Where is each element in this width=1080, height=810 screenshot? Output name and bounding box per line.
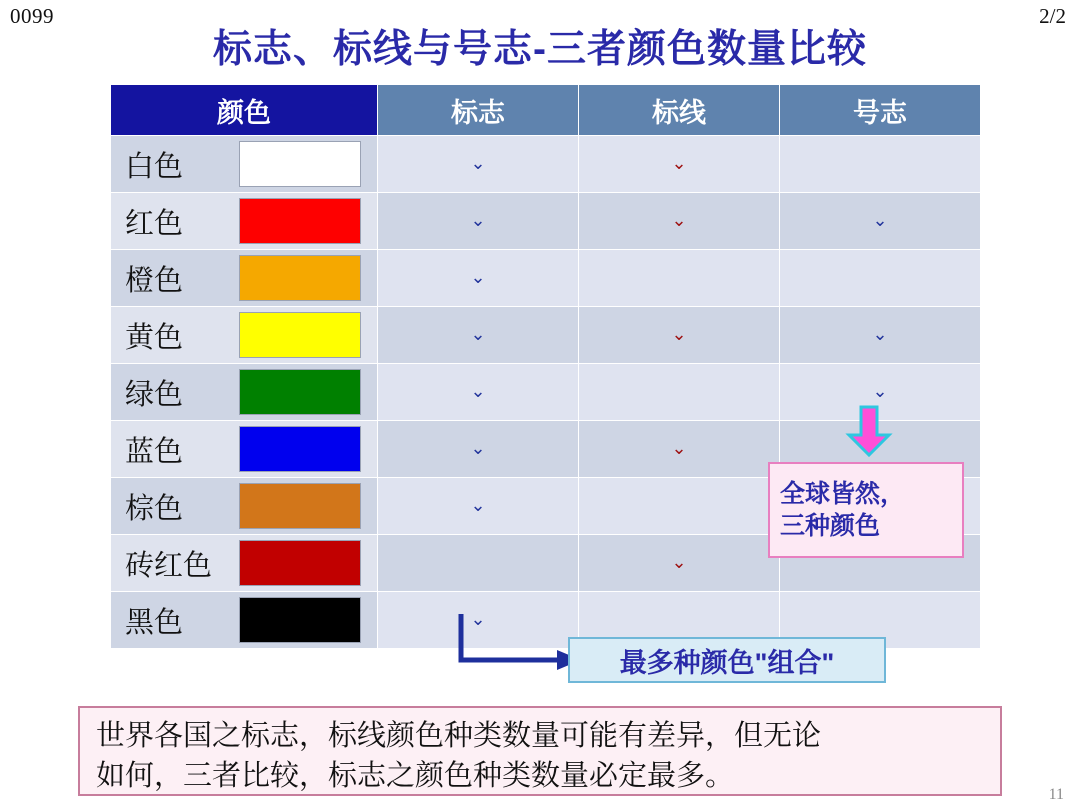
check-blue-icon: ⌄ [470, 437, 486, 459]
column-header-line: 标线 [579, 85, 780, 136]
callout-line-2: 三种颜色 [780, 512, 881, 540]
color-label: 棕色 [125, 492, 184, 525]
color-name-cell [111, 421, 378, 478]
color-label: 黄色 [125, 321, 184, 354]
mark-cell-sign [378, 421, 579, 478]
check-blue-icon: ⌄ [470, 209, 486, 231]
color-name-cell [111, 193, 378, 250]
table-row [111, 193, 981, 250]
mark-cell-line [579, 307, 780, 364]
table-body [111, 136, 981, 649]
color-swatch [239, 369, 361, 415]
mark-cell-line [579, 136, 780, 193]
bottom-note [78, 706, 1002, 796]
check-blue-icon: ⌄ [470, 266, 486, 288]
color-name-cell [111, 535, 378, 592]
slide-number: 11 [1048, 786, 1064, 803]
mark-cell-line [579, 535, 780, 592]
mark-cell-line [579, 364, 780, 421]
mark-cell-line [579, 250, 780, 307]
check-red-icon: ⌄ [671, 437, 687, 459]
color-swatch [239, 483, 361, 529]
mark-cell-sign [378, 193, 579, 250]
check-red-icon: ⌄ [671, 209, 687, 231]
mark-cell-line [579, 478, 780, 535]
check-blue-icon: ⌄ [470, 323, 486, 345]
color-swatch [239, 198, 361, 244]
mark-cell-line [579, 421, 780, 478]
color-name-cell [111, 364, 378, 421]
color-swatch [239, 426, 361, 472]
check-blue-icon: ⌄ [470, 380, 486, 402]
mark-cell-line [579, 193, 780, 250]
corner-code: 0099 [10, 4, 54, 28]
color-swatch [239, 312, 361, 358]
check-red-icon: ⌄ [671, 551, 687, 573]
color-label: 红色 [125, 207, 184, 240]
color-name-cell [111, 592, 378, 649]
color-swatch [239, 540, 361, 586]
column-header-light: 号志 [780, 85, 981, 136]
mark-cell-sign [378, 478, 579, 535]
check-red-icon: ⌄ [671, 152, 687, 174]
combo-label: 最多种颜色"组合" [568, 637, 886, 683]
mark-cell-sign [378, 250, 579, 307]
table-row [111, 307, 981, 364]
column-header-color: 颜色 [111, 85, 378, 136]
table-row [111, 136, 981, 193]
color-label: 黑色 [125, 606, 184, 639]
check-blue-icon: ⌄ [470, 608, 486, 630]
color-swatch [239, 255, 361, 301]
check-blue-icon: ⌄ [872, 380, 888, 402]
column-header-sign: 标志 [378, 85, 579, 136]
callout-global-three-colors [768, 462, 964, 558]
callout-line-1: 全球皆然， [780, 480, 906, 508]
check-blue-icon: ⌄ [872, 209, 888, 231]
color-swatch [239, 597, 361, 643]
page-indicator: 2/2 [1039, 4, 1066, 28]
mark-cell-light [780, 250, 981, 307]
bottom-note-line-1: 世界各国之标志，标线颜色种类数量可能有差异，但无论 [96, 720, 822, 752]
comparison-table-wrapper [110, 84, 968, 649]
mark-cell-light [780, 193, 981, 250]
check-blue-icon: ⌄ [872, 323, 888, 345]
pink-down-arrow-icon [845, 405, 893, 457]
color-name-cell [111, 478, 378, 535]
check-blue-icon: ⌄ [470, 494, 486, 516]
mark-cell-light [780, 136, 981, 193]
mark-cell-sign [378, 307, 579, 364]
table-row [111, 250, 981, 307]
table-header-row [111, 85, 981, 136]
mark-cell-sign [378, 364, 579, 421]
color-name-cell [111, 136, 378, 193]
bottom-note-line-2: 如何，三者比较，标志之颜色种类数量必定最多。 [96, 760, 735, 792]
mark-cell-light [780, 307, 981, 364]
color-name-cell [111, 250, 378, 307]
color-label: 橙色 [125, 264, 184, 297]
mark-cell-sign [378, 136, 579, 193]
color-label: 白色 [125, 150, 184, 183]
color-name-cell [111, 307, 378, 364]
check-blue-icon: ⌄ [470, 152, 486, 174]
color-label: 绿色 [125, 378, 184, 411]
color-label: 蓝色 [125, 435, 184, 468]
comparison-table [110, 84, 981, 649]
color-swatch [239, 141, 361, 187]
page-title: 标志、标线与号志-三者颜色数量比较 [213, 28, 867, 71]
color-label: 砖红色 [125, 549, 213, 582]
mark-cell-sign [378, 535, 579, 592]
check-red-icon: ⌄ [671, 323, 687, 345]
